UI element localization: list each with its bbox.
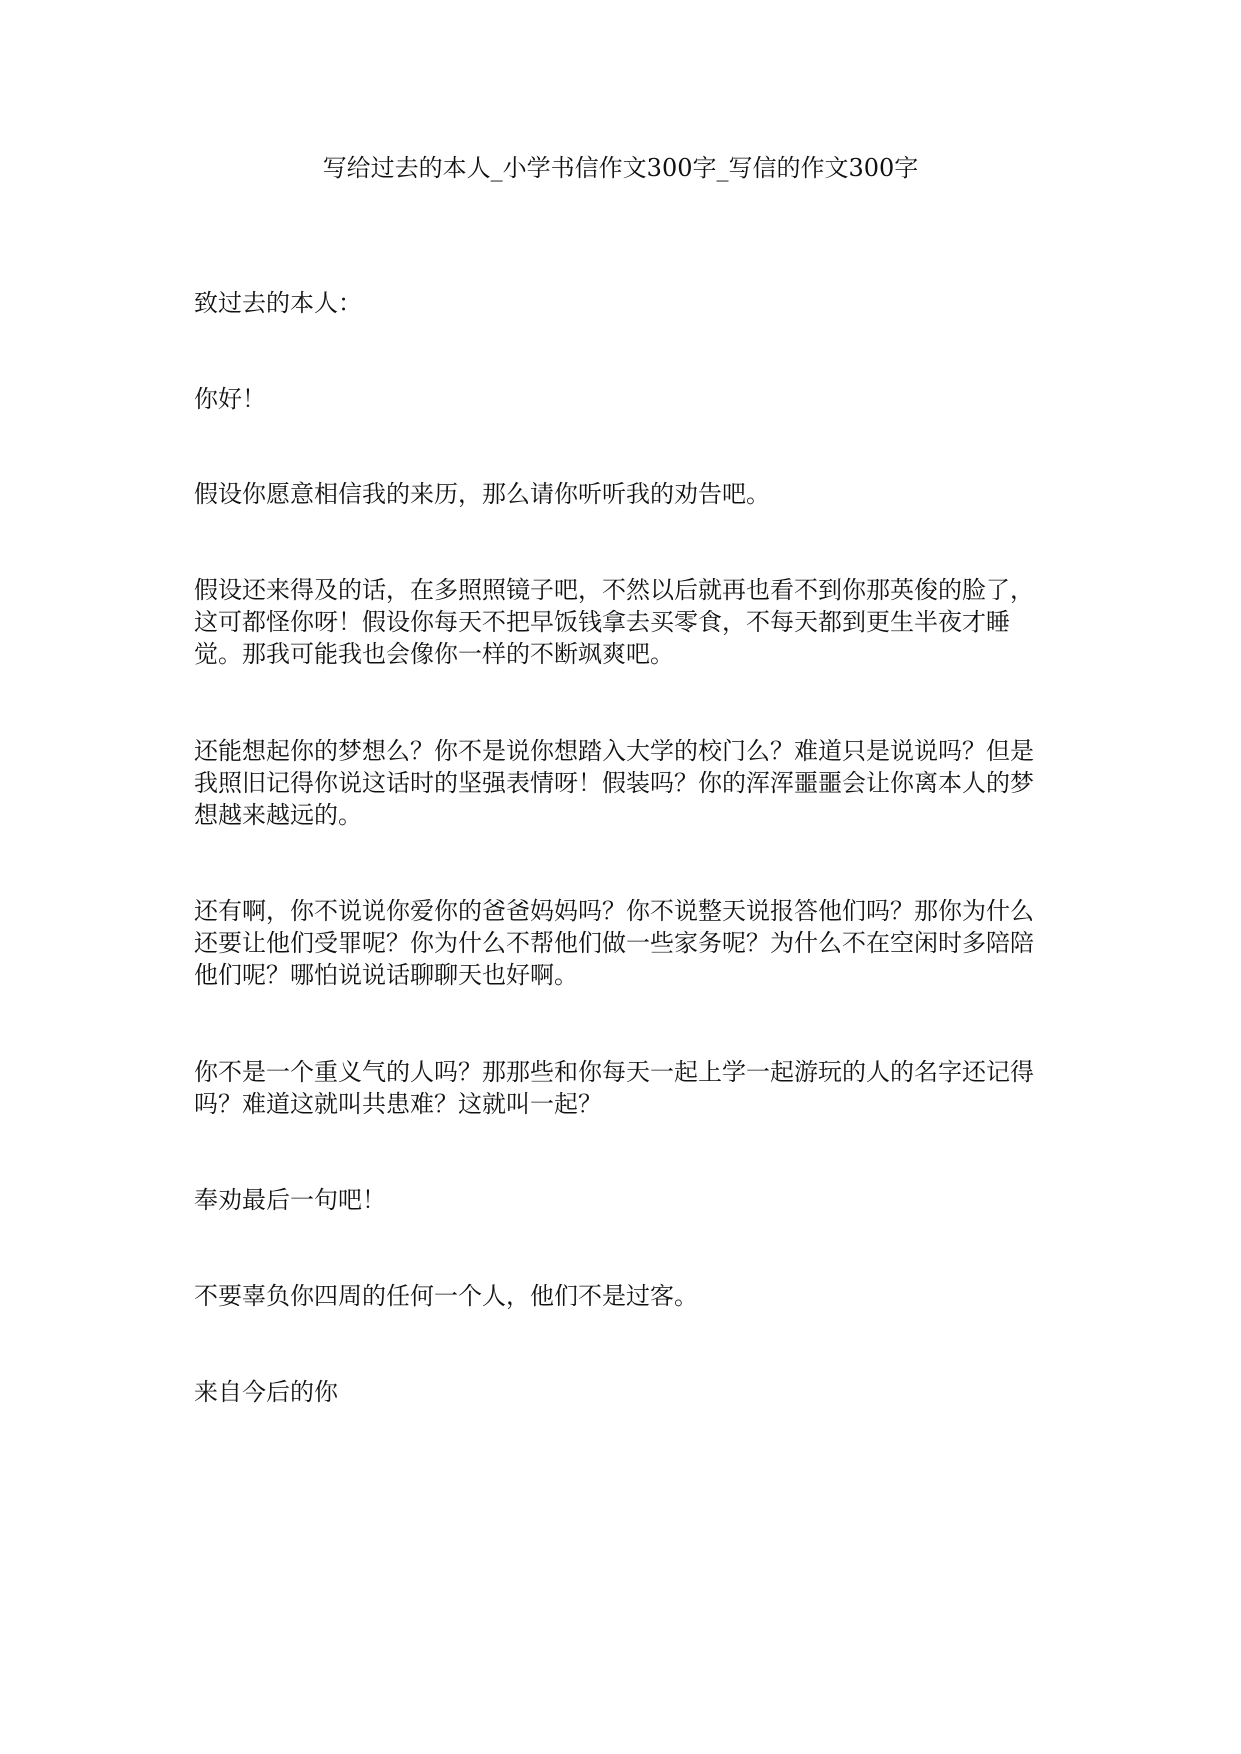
signature-line: 来自今后的你 — [194, 1378, 338, 1406]
paragraph-7: 不要辜负你四周的任何一个人，他们不是过客。 — [194, 1282, 698, 1310]
greeting: 你好！ — [194, 385, 266, 413]
paragraph-3: 还能想起你的梦想么？你不是说你想踏入大学的校门么？难道只是说说吗？但是我照旧记得你说这话时的坚强表情呀！假装吗？你的浑浑噩噩会让你离本人的梦想越来越远的。 — [194, 737, 1034, 829]
paragraph-4: 还有啊，你不说说你爱你的爸爸妈妈吗？你不说整天说报答他们吗？那你为什么还要让他们受罪呢？你为什么不帮他们做一些家务呢？为什么不在空闲时多陪陪他们呢？哪怕说说话聊聊天也好啊。 — [194, 897, 1034, 989]
paragraph-5: 你不是一个重义气的人吗？那那些和你每天一起上学一起游玩的人的名字还记得吗？难道这就叫共患难？这就叫一起？ — [194, 1058, 1034, 1118]
salutation: 致过去的本人： — [194, 289, 362, 317]
paragraph-2: 假设还来得及的话，在多照照镜子吧，不然以后就再也看不到你那英俊的脸了，这可都怪你呀！假设你每天不把早饭钱拿去买零食，不每天都到更生半夜才睡觉。那我可能我也会像你一样的不断飒爽吧。 — [194, 576, 1034, 668]
paragraph-1: 假设你愿意相信我的来历，那么请你听听我的劝告吧。 — [194, 480, 770, 508]
paragraph-6: 奉劝最后一句吧！ — [194, 1186, 386, 1214]
document-title: 写给过去的本人_小学书信作文300字_写信的作文300字 — [322, 154, 919, 182]
